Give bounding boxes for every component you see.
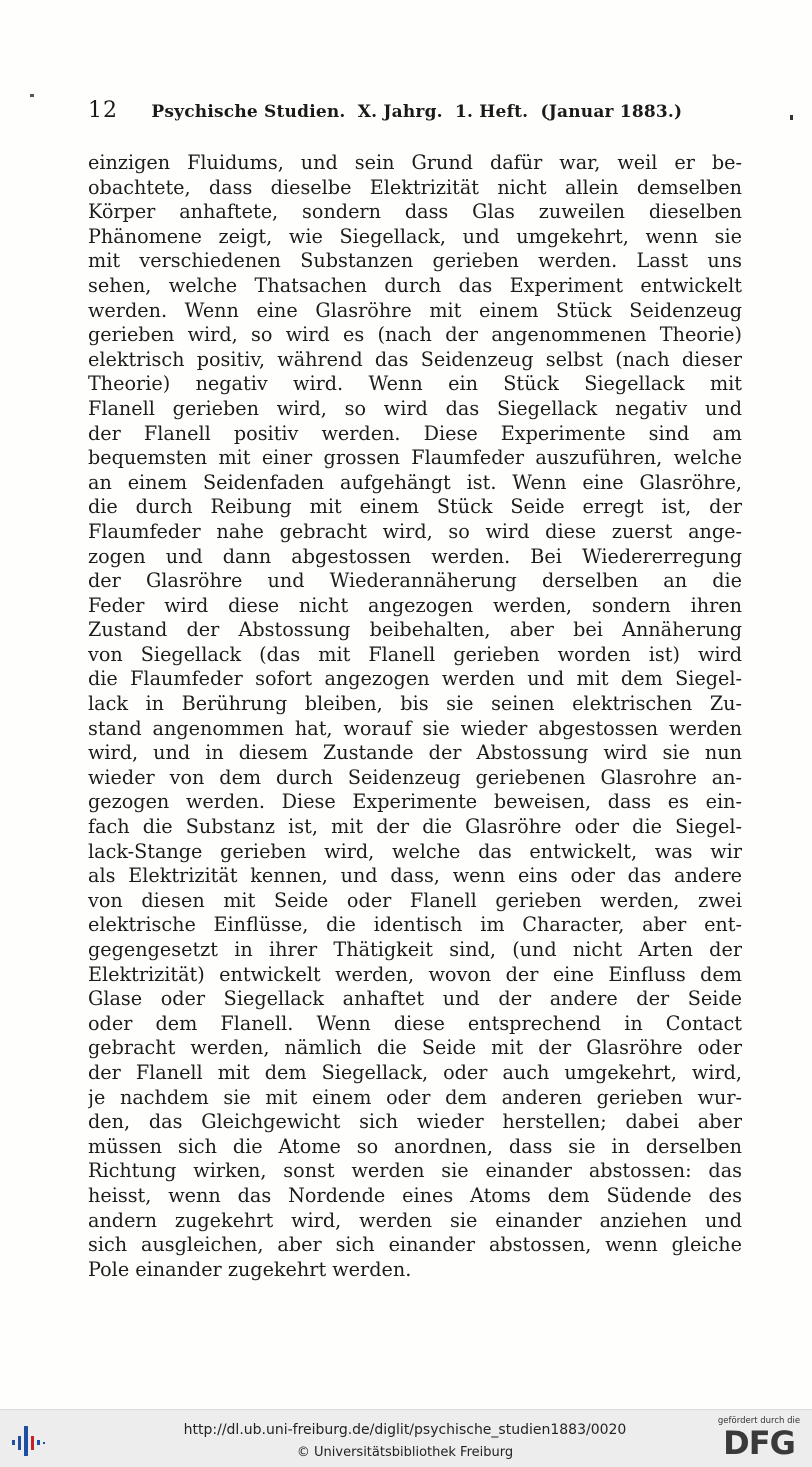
text-line: fach die Substanz ist, mit der die Glasröhre oder die Siegel- [88, 815, 742, 839]
text-line: als Elektrizität kennen, und dass, wenn eins oder das andere [88, 864, 742, 888]
text-line: Elektrizität) entwickelt werden, wovon der eine Einfluss dem [88, 962, 742, 986]
text-line: je nachdem sie mit einem oder dem anderen gerieben wur- [88, 1085, 742, 1109]
text-line: der Glasröhre und Wiederannäherung derselben an die [88, 569, 742, 593]
text-line: gegengesetzt in ihrer Thätigkeit sind, (und nicht Arten der [88, 938, 742, 961]
text-line: oder dem Flanell. Wenn diese entsprechend in Contact [88, 1011, 742, 1035]
text-line: an einem Seidenfaden aufgehängt ist. Wenn eine Glasröhre, [88, 470, 742, 494]
text-line: müssen sich die Atome so anordnen, dass sie in derselben [88, 1134, 742, 1158]
text-line: bequemsten mit einer grossen Flaumfeder auszuführen, welche [88, 446, 742, 470]
text-line: heisst, wenn das Nordende eines Atoms dem Südende des [88, 1183, 742, 1207]
text-line: Feder wird diese nicht angezogen werden, sondern ihren [88, 593, 742, 617]
page-number: 12 [88, 98, 118, 123]
text-line: gezogen werden. Diese Experimente beweisen, dass es ein- [88, 790, 742, 814]
body-text [88, 151, 742, 1282]
text-line: von diesen mit Seide oder Flanell gerieben werden, zwei [88, 888, 742, 912]
text-line: gebracht werden, nämlich die Seide mit der Glasröhre oder [88, 1036, 742, 1060]
text-line: einzigen Fluidums, und sein Grund dafür war, weil er be- [88, 151, 742, 174]
text-line: den, das Gleichgewicht sich wieder herstellen; dabei aber [88, 1110, 742, 1134]
text-line: stand angenommen hat, worauf sie wieder abgestossen werden [88, 716, 742, 740]
running-title: Psychische Studien. X. Jahrg. 1. Heft. (Januar 1883.) [151, 102, 683, 122]
scan-speck [30, 94, 34, 97]
text-line: wird, und in diesem Zustande der Abstossung wird sie nun [88, 741, 742, 765]
text-line: Phänomene zeigt, wie Siegellack, und umgekehrt, wenn sie [88, 224, 742, 248]
permalink-url[interactable]: http://dl.ub.uni-freiburg.de/diglit/psychische_studien1883/0020 [183, 1422, 627, 1438]
ub-freiburg-logo-icon[interactable] [10, 1422, 50, 1458]
text-line: von Siegellack (das mit Flanell gerieben worden ist) wird [88, 642, 742, 666]
text-line: Zustand der Abstossung beibehalten, aber bei Annäherung [88, 618, 742, 642]
text-line: werden. Wenn eine Glasröhre mit einem Stück Seidenzeug [88, 298, 742, 322]
text-line: Glase oder Siegellack anhaftet und der andere der Seide [88, 987, 742, 1011]
text-line: Theorie) negativ wird. Wenn ein Stück Siegellack mit [88, 372, 742, 396]
text-line: gerieben wird, so wird es (nach der angenommenen Theorie) [88, 323, 742, 347]
text-line: Körper anhaftete, sondern dass Glas zuweilen dieselben [88, 200, 742, 224]
text-line: wieder von dem durch Seidenzeug geriebenen Glasrohre an- [88, 765, 742, 789]
text-line: sich ausgleichen, aber sich einander abstossen, wenn gleiche [88, 1233, 742, 1257]
text-line: mit verschiedenen Substanzen gerieben werden. Lasst uns [88, 249, 742, 273]
text-line: die Flaumfeder sofort angezogen werden und mit dem Siegel- [88, 667, 742, 691]
text-line: elektrisch positiv, während das Seidenzeug selbst (nach dieser [88, 347, 742, 371]
text-line: zogen und dann abgestossen werden. Bei Wiedererregung [88, 544, 742, 568]
text-line: Flanell gerieben wird, so wird das Siegellack negativ und [88, 396, 742, 420]
text-line: Flaumfeder nahe gebracht wird, so wird diese zuerst ange- [88, 519, 742, 543]
text-line: elektrische Einflüsse, die identisch im Character, aber ent- [88, 913, 742, 937]
text-line: andern zugekehrt wird, werden sie einander anziehen und [88, 1208, 742, 1232]
text-line: sehen, welche Thatsachen durch das Experiment entwickelt [88, 273, 742, 297]
text-line: Richtung wirken, sonst werden sie einander abstossen: das [88, 1159, 742, 1183]
dfg-logo-text: DFG [723, 1424, 795, 1462]
text-line: lack in Berührung bleiben, bis sie seinen elektrischen Zu- [88, 692, 742, 716]
viewer-footer [0, 1409, 812, 1467]
text-line: Pole einander zugekehrt werden. [88, 1257, 412, 1281]
text-line: obachtete, dass dieselbe Elektrizität nicht allein demselben [88, 175, 742, 199]
page-header [88, 98, 738, 123]
copyright-notice: © Universitätsbibliothek Freiburg [296, 1445, 514, 1460]
text-line: der Flanell positiv werden. Diese Experimente sind am [88, 421, 742, 445]
dfg-logo[interactable] [712, 1416, 806, 1464]
text-line: lack-Stange gerieben wird, welche das entwickelt, was wir [88, 839, 742, 863]
text-line: der Flanell mit dem Siegellack, oder auch umgekehrt, wird, [88, 1060, 742, 1084]
text-line: die durch Reibung mit einem Stück Seide erregt ist, der [88, 495, 742, 519]
scan-speck [790, 115, 793, 120]
dfg-tagline: gefördert durch die [717, 1416, 801, 1426]
